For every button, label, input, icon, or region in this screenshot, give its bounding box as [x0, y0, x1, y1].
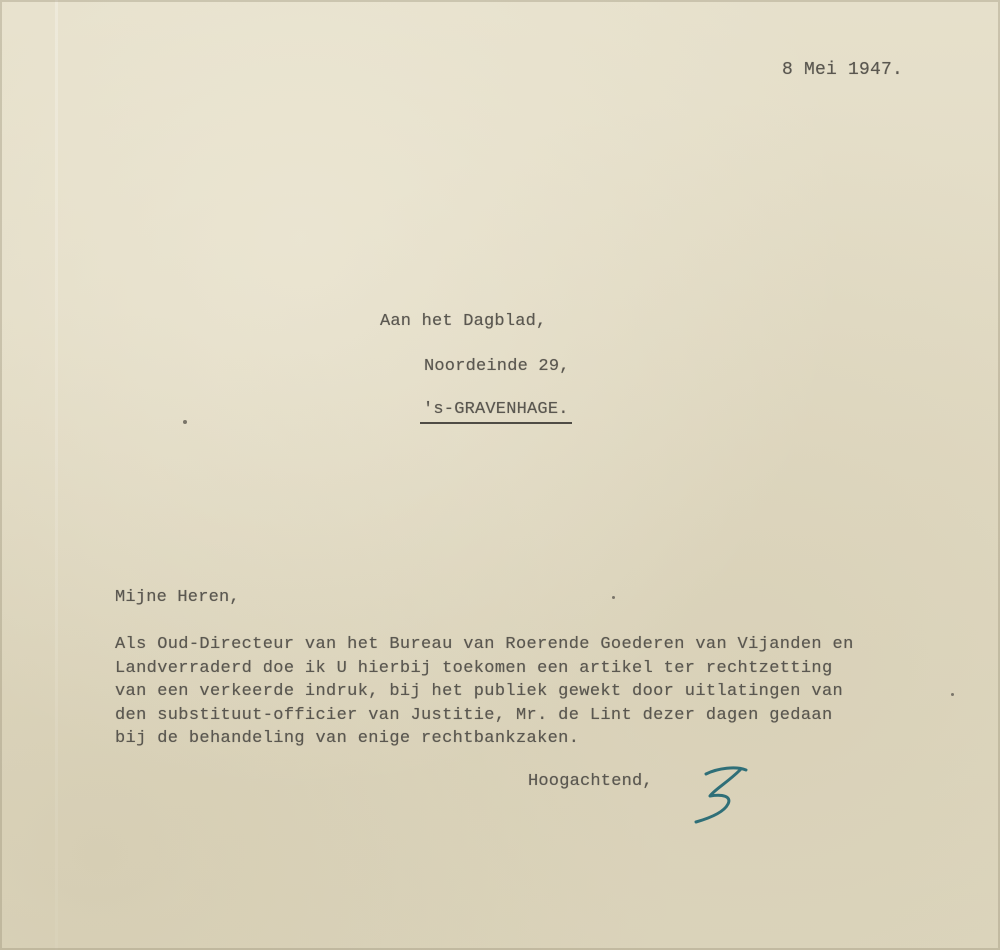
body-line: Landverraderd doe ik U hierbij toekomen een artikel ter rechtzetting [115, 658, 833, 678]
recipient-city: 's-GRAVENHAGE. [420, 400, 572, 424]
body-line: Als Oud-Directeur van het Bureau van Roerende Goederen van Vijanden en [115, 635, 854, 654]
body-line: van een verkeerde indruk, bij het publiek gewekt door uitlatingen van [115, 682, 844, 701]
paper-speck [612, 596, 615, 599]
body-line: den substituut-officier van Justitie, Mr. de Lint dezer dagen gedaan [115, 705, 833, 725]
recipient-line-2: Noordeinde 29, [424, 357, 570, 376]
letter-body [115, 633, 854, 751]
paper-speck [951, 693, 954, 696]
signature-paraph [688, 760, 758, 830]
body-line: bij de behandeling van enige rechtbankzaken. [115, 729, 580, 748]
salutation: Mijne Heren, [115, 588, 240, 607]
paper-speck [183, 420, 187, 424]
letter-date: 8 Mei 1947. [782, 60, 904, 80]
recipient-line-1: Aan het Dagblad, [380, 312, 547, 331]
closing: Hoogachtend, [528, 772, 653, 791]
